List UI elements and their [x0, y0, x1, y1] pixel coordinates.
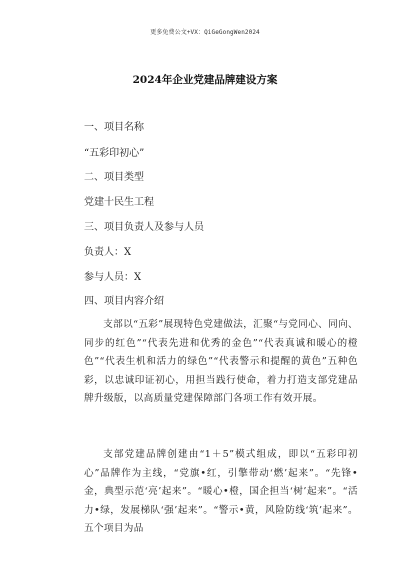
section-heading-content: 四、项目内容介绍 [84, 296, 164, 307]
body-paragraph-2: 支部党建品牌创建由“1＋5”模式组成，即以“五彩印初心”品牌作为主线，“党旗•红，引擎带动‘燃’起来”。“先锋•金，典型示范‘亮’起来”。“暖心•橙，国企担当‘树’起来”。“活力•绿，发展梯队‘强’起来”。“警示•黄，风险防线‘筑’起来”。五个项目为品 [84, 449, 358, 534]
leader-line: 负责人：X [84, 247, 132, 258]
participants-line: 参与人员：X [84, 272, 142, 283]
document-title: 2024年企业党建品牌建设方案 [132, 74, 278, 86]
section-heading-project-name: 一、项目名称 [84, 122, 144, 133]
section-heading-personnel: 三、项目负责人及参与人员 [84, 222, 204, 233]
body-paragraph-1: 支部以“五彩”展现特色党建做法，汇聚“与党同心、同向、同步的红色”“代表先进和优秀的金色”“代表真诚和暖心的橙色”“代表生机和活力的绿色”“代表警示和提醒的黄色”五种色彩，以忠诚印证初心，用担当践行使命，着力打造支部党建品牌升级版，以高质量党建保障部门各项工作有效开展。 [84, 319, 358, 404]
project-type-value: 党建十民生工程 [84, 197, 154, 208]
section-heading-project-type: 二、项目类型 [84, 172, 144, 183]
project-name-value: “五彩印初心” [84, 148, 145, 159]
page-header: 更多免费公文+VX：QiGeGongWen2024 [150, 29, 260, 36]
